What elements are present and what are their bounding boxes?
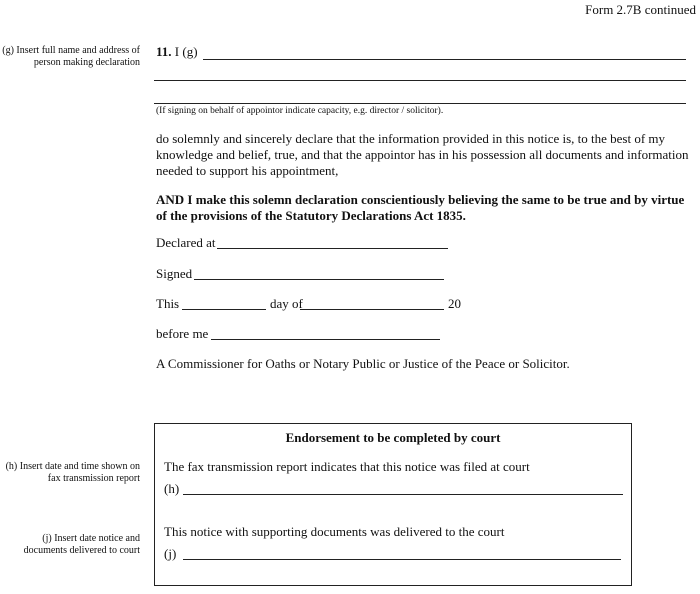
commissioner-text: A Commissioner for Oaths or Notary Public or Justice of the Peace or Solicitor. xyxy=(156,356,570,371)
declaration-heading xyxy=(156,44,198,60)
signed-label: Signed xyxy=(156,266,193,281)
endorsement-box xyxy=(154,423,632,586)
signed-field[interactable] xyxy=(194,279,444,280)
day-of-label: day of xyxy=(270,296,303,311)
month-field[interactable] xyxy=(300,309,444,310)
solemn-declaration: AND I make this solemn declaration conscientiously believing the same to be true and by virtue of the provisions of the Statutory Declarations Act 1835. xyxy=(156,192,685,223)
capacity-note: (If signing on behalf of appointor indicate capacity, e.g. director / solicitor). xyxy=(156,106,444,116)
fax-date-field[interactable] xyxy=(183,494,623,495)
year-prefix: 20 xyxy=(448,296,461,311)
i-prefix: I (g) xyxy=(174,44,198,59)
declaration-paragraph: do solemnly and sincerely declare that the information provided in this notice is, to the best of my knowledge and belief, true, and that the appointor has in his possession all documents and information needed to support his appointment, xyxy=(156,131,689,178)
this-label: This xyxy=(156,296,180,311)
margin-note-h: (h) Insert date and time shown on fax transmission report xyxy=(5,461,140,484)
name-input-line-3[interactable] xyxy=(154,103,686,104)
j-label: (j) xyxy=(164,546,177,561)
margin-note-j: (j) Insert date notice and documents delivered to court xyxy=(23,533,140,556)
name-input-line-1[interactable] xyxy=(203,59,686,60)
before-me-field[interactable] xyxy=(211,339,440,340)
margin-note-g: (g) Insert full name and address of person making declaration xyxy=(2,45,140,68)
delivered-text: This notice with supporting documents was delivered to the court xyxy=(164,524,505,539)
h-label: (h) xyxy=(164,481,180,496)
day-field[interactable] xyxy=(182,309,266,310)
declared-at-field[interactable] xyxy=(217,248,448,249)
declared-at-label: Declared at xyxy=(156,235,216,250)
before-me-label: before me xyxy=(156,326,209,341)
section-number: 11. xyxy=(156,44,172,59)
delivery-date-field[interactable] xyxy=(183,559,621,560)
endorsement-title: Endorsement to be completed by court xyxy=(285,430,501,445)
fax-text: The fax transmission report indicates that this notice was filed at court xyxy=(164,459,530,474)
name-input-line-2[interactable] xyxy=(154,80,686,81)
form-reference: Form 2.7B continued xyxy=(585,2,696,17)
